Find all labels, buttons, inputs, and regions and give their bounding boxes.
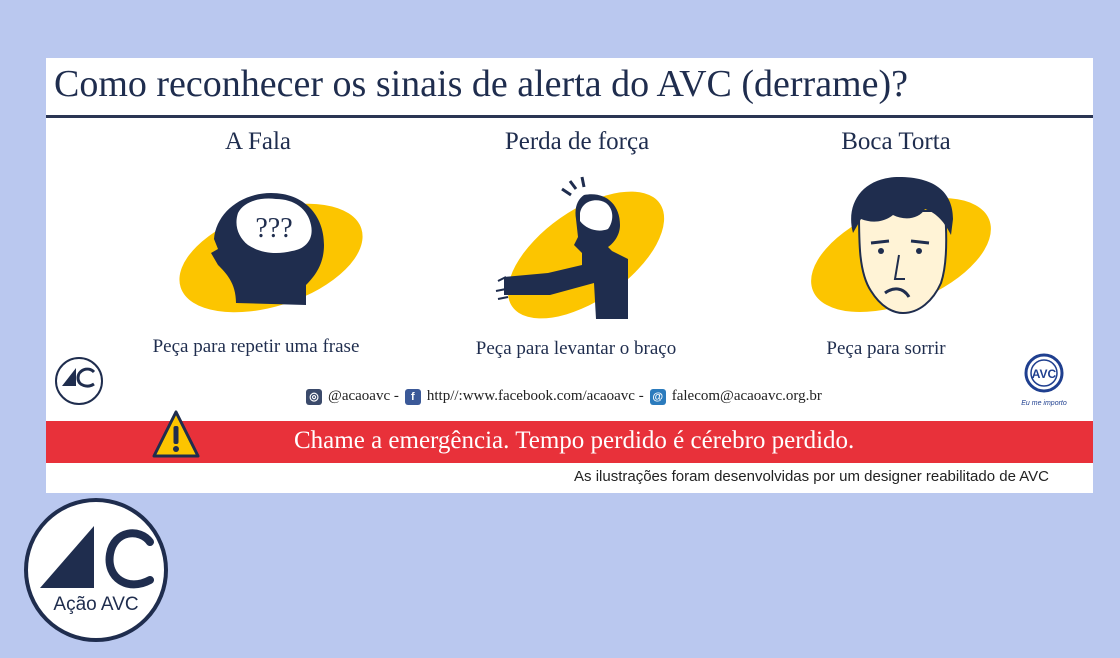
confused-head-icon xyxy=(166,173,376,318)
illustration-credit: As ilustrações foram desenvolvidas por um designer reabilitado de AVC xyxy=(574,468,1049,485)
email-address: falecom@acaoavc.org.br xyxy=(671,388,822,404)
sign-face xyxy=(746,128,1046,156)
email-icon: @ xyxy=(650,389,666,405)
acao-avc-logo-small xyxy=(54,356,104,406)
sign-caption: Peça para sorrir xyxy=(826,338,946,359)
sign-speech xyxy=(108,128,408,156)
instagram-icon: ◎ xyxy=(306,389,322,405)
facebook-icon: f xyxy=(405,389,421,405)
avc-partner-logo xyxy=(1020,353,1070,409)
emergency-banner xyxy=(46,421,1093,463)
brand-text: Ação AVC xyxy=(53,594,139,615)
warning-icon xyxy=(151,409,201,461)
sign-weakness xyxy=(427,128,727,156)
banner-text: Chame a emergência. Tempo perdido é cérebro perdido. xyxy=(294,427,855,454)
thought-text: ??? xyxy=(255,213,293,244)
infographic-card xyxy=(46,58,1093,493)
instagram-handle: @acaoavc - xyxy=(328,388,399,404)
title-divider xyxy=(46,115,1093,118)
partner-tagline: Eu me importo xyxy=(1021,400,1067,407)
acao-avc-logo xyxy=(22,496,170,644)
sign-heading: Perda de força xyxy=(504,128,650,155)
sign-caption: Peça para repetir uma frase xyxy=(152,336,360,357)
page-title: Como reconhecer os sinais de alerta do AVC (derrame)? xyxy=(54,63,908,105)
sign-caption: Peça para levantar o braço xyxy=(475,338,677,359)
sign-heading: Boca Torta xyxy=(841,128,951,155)
contact-row xyxy=(306,388,822,405)
partner-logo-text: AVC xyxy=(1031,367,1057,381)
facebook-link: http//:www.facebook.com/acaoavc - xyxy=(426,388,644,404)
crooked-mouth-face-icon xyxy=(801,173,1001,323)
sign-heading: A Fala xyxy=(225,128,291,155)
arm-weakness-icon xyxy=(486,173,676,323)
